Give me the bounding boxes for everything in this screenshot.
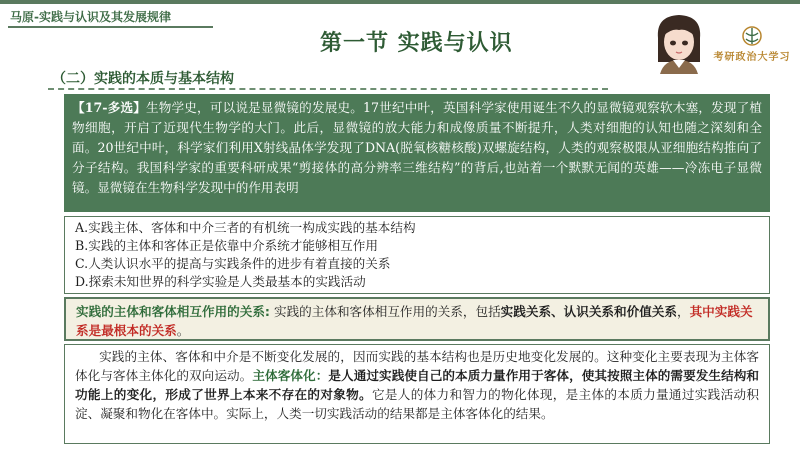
course-title-underline [8,26,213,28]
option-c: C.人类认识水平的提高与实践条件的进步有着直接的关系 [75,256,391,271]
question-box [64,94,770,212]
development-intro: 实践的主体、客体和中介是不断变化发展的，因而实践的基本结构也是历史地变化发展的。这种变化主要表现为主体客体化与客体主体化的双向运动。 [75,349,759,383]
top-accent-bar [0,0,800,4]
slide-title: 第一节 实践与认识 [320,31,513,56]
relation-text: 实践的主体和客体相互作用的关系，包括 [273,304,501,319]
relation-key-point: 其中实践关系是最根本的关系 [76,304,753,338]
option-a: A.实践主体、客体和中介三者的有机统一构成实践的基本结构 [75,220,416,235]
course-title: 马原-实践与认识及其发展规律 [10,10,171,24]
options-box [64,216,770,294]
relation-types: 实践关系、认识关系和价值关系 [500,304,677,319]
section-divider [48,88,608,90]
question-text: 生物学史，可以说是显微镜的发展史。17世纪中叶，英国科学家使用诞生不久的显微镜观察软木塞，发现了植物细胞，开启了近现代生物学的大门。此后，显微镜的放大能力和成像质量不断提升，人类对细胞的认知也随之深刻和全面。20世纪中叶，科学家们利用X射线晶体学发现了DNA(脱氧核糖核酸)双螺旋结构，人类的观察极限从亚细胞结构推向了分子结构。我国科学家的重要科研成果“剪接体的高分辨率三维结构”的背后,也站着一个默默无闻的英雄——冷冻电子显微镜。显微镜在生物科学发现中的作用表明 [72,100,762,195]
section-heading: （二）实践的本质与基本结构 [52,71,234,87]
avatar [650,10,708,74]
development-term: 主体客体化： [252,368,329,383]
option-d: D.探索未知世界的科学实验是人类最基本的实践活动 [75,274,366,289]
development-definition: 是人通过实践使自己的本质力量作用于客体，使其按照主体的需要发生结构和功能上的变化，形成了世界上本来不存在的对象物。 [75,368,760,402]
development-explanation: 它是人的体力和智力的物化体现，是主体的本质力量通过实践活动积淀、凝聚和物化在客体中。实际上，人类一切实践活动的结果都是主体客体化的结果。 [75,387,760,421]
option-b: B.实践的主体和客体正是依靠中介系统才能够相互作用 [75,238,378,253]
relation-separator: ， [676,304,690,319]
relation-end: 。 [176,323,190,338]
brand-logo [710,24,794,64]
relation-heading: 实践的主体和客体相互作用的关系: [76,304,270,319]
relation-note-box [64,297,770,341]
brand-logo-icon [710,24,794,50]
development-note-box [64,344,770,444]
brand-text: 考研政治大学习 [713,52,791,63]
question-label: 【17-多选】 [72,100,146,115]
